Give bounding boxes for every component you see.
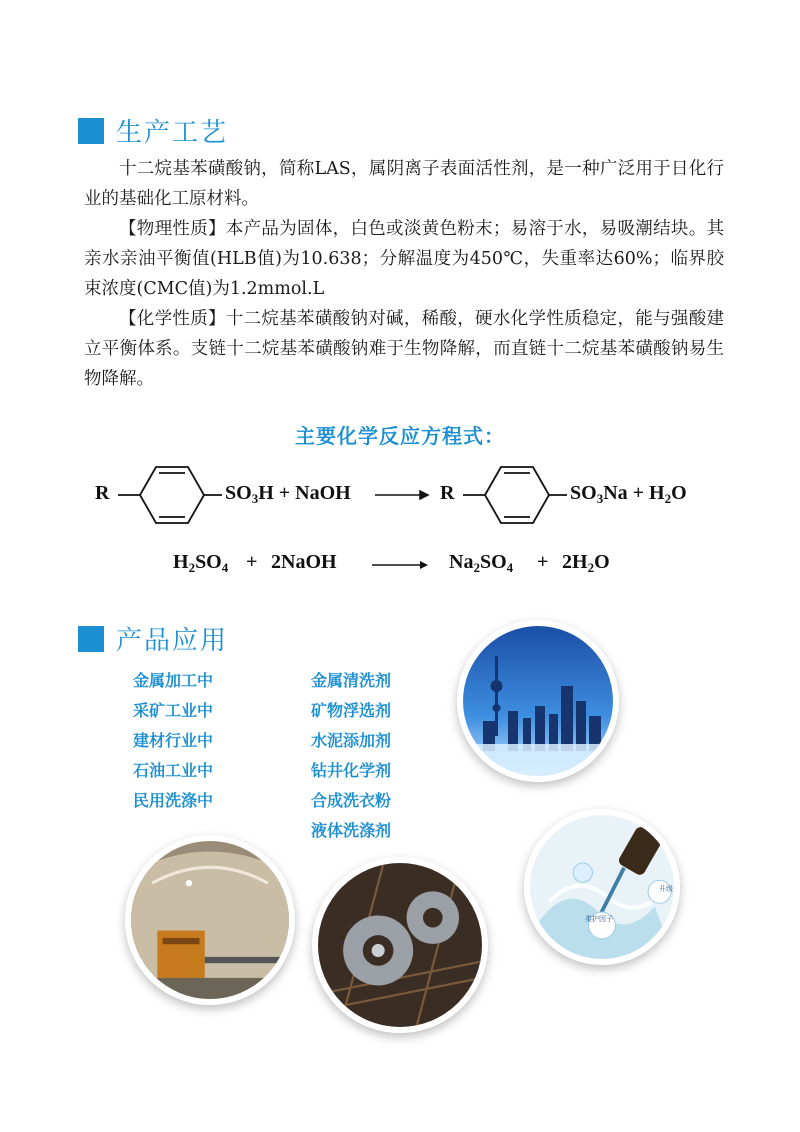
list-item: 水泥添加剂 [311, 731, 392, 750]
eq1-left-product [225, 482, 351, 507]
mining-tunnel-image [125, 835, 295, 1005]
applications-list-left [133, 666, 213, 816]
eq1-right-sub2: 2 [664, 491, 672, 506]
eq2-o: O [594, 551, 610, 573]
eq2-h-sub: 2 [188, 560, 196, 575]
eq1-r-left: R [95, 482, 110, 504]
section-heading-process [78, 112, 228, 149]
eq1-right-product [570, 482, 687, 507]
list-item: 民用洗涤中 [133, 791, 214, 810]
eq1-right-sub: 3 [596, 491, 604, 506]
equations-title: 主要化学反应方程式： [295, 424, 505, 448]
eq2-2h: 2H [562, 551, 588, 573]
detergent-splash-image [524, 809, 680, 965]
list-item: 液体洗涤剂 [311, 821, 392, 840]
list-item: 建材行业中 [133, 731, 214, 750]
reaction-arrow-icon [375, 491, 428, 499]
eq2-na-sub: 2 [473, 560, 480, 575]
side-label: 升级 [659, 885, 673, 893]
eq2-naoh: 2NaOH [271, 551, 337, 573]
eq2-h: H [173, 551, 189, 573]
benzene-ring-icon [463, 467, 567, 523]
eq2-plus-2: + [537, 551, 549, 573]
eq1-left-sub: 3 [251, 491, 259, 506]
eq2-so2-sub: 4 [506, 560, 514, 575]
eq2-water [562, 551, 610, 576]
eq2-na: Na [449, 551, 474, 573]
eq2-so: SO [195, 551, 222, 573]
list-item: 钻井化学剂 [311, 761, 392, 780]
list-item: 采矿工业中 [133, 701, 214, 720]
detergent-label: 柔护因子 [585, 915, 613, 923]
city-skyline-image [457, 620, 619, 782]
eq2-plus-1: + [246, 551, 258, 573]
intro-paragraph: 十二烷基苯磺酸钠，简称LAS，属阴离子表面活性剂，是一种广泛用于日化行业的基础化工原材料。 [84, 159, 724, 209]
reaction-arrow-icon [370, 555, 430, 575]
eq2-product [449, 551, 513, 576]
chemical-properties-paragraph: 【化学性质】十二烷基苯磺酸钠对碱，稀酸，硬水化学性质稳定，能与强酸建立平衡体系。支链十二烷基苯磺酸钠难于生物降解，而直链十二烷基苯磺酸钠易生物降解。 [84, 309, 724, 389]
list-item: 矿物浮选剂 [311, 701, 392, 720]
industrial-gears-image [312, 857, 488, 1033]
section-heading-applications [78, 620, 228, 657]
eq1-right-end: O [671, 482, 687, 504]
eq1-right-group: SO [570, 482, 597, 504]
list-item: 金属清洗剂 [311, 671, 392, 690]
reaction-equation-2 [173, 551, 228, 576]
section-title: 产品应用 [116, 626, 229, 656]
list-item: 合成洗衣粉 [311, 791, 392, 810]
applications-list-right [311, 666, 391, 846]
eq2-2h-sub: 2 [587, 560, 595, 575]
eq1-left-group: SO [225, 482, 252, 504]
physical-properties-paragraph: 【物理性质】本产品为固体，白色或淡黄色粉末；易溶于水，易吸潮结块。其亲水亲油平衡值(HLB值)为10.638；分解温度为450℃，失重率达60%；临界胶束浓度(CMC值)为1.2mmol.L [84, 219, 724, 299]
heading-marker-icon [78, 626, 104, 652]
heading-marker-icon [78, 118, 104, 144]
list-item: 石油工业中 [133, 761, 214, 780]
eq1-right-tail: Na + H [603, 482, 665, 504]
process-description [84, 154, 724, 394]
eq1-left-tail: H + NaOH [258, 482, 351, 504]
list-item: 金属加工中 [133, 671, 214, 690]
section-title: 生产工艺 [116, 118, 229, 148]
eq2-so2: SO [479, 551, 507, 573]
eq1-r-right: R [440, 482, 455, 504]
eq2-so-sub: 4 [221, 560, 229, 575]
benzene-ring-icon [118, 467, 222, 523]
